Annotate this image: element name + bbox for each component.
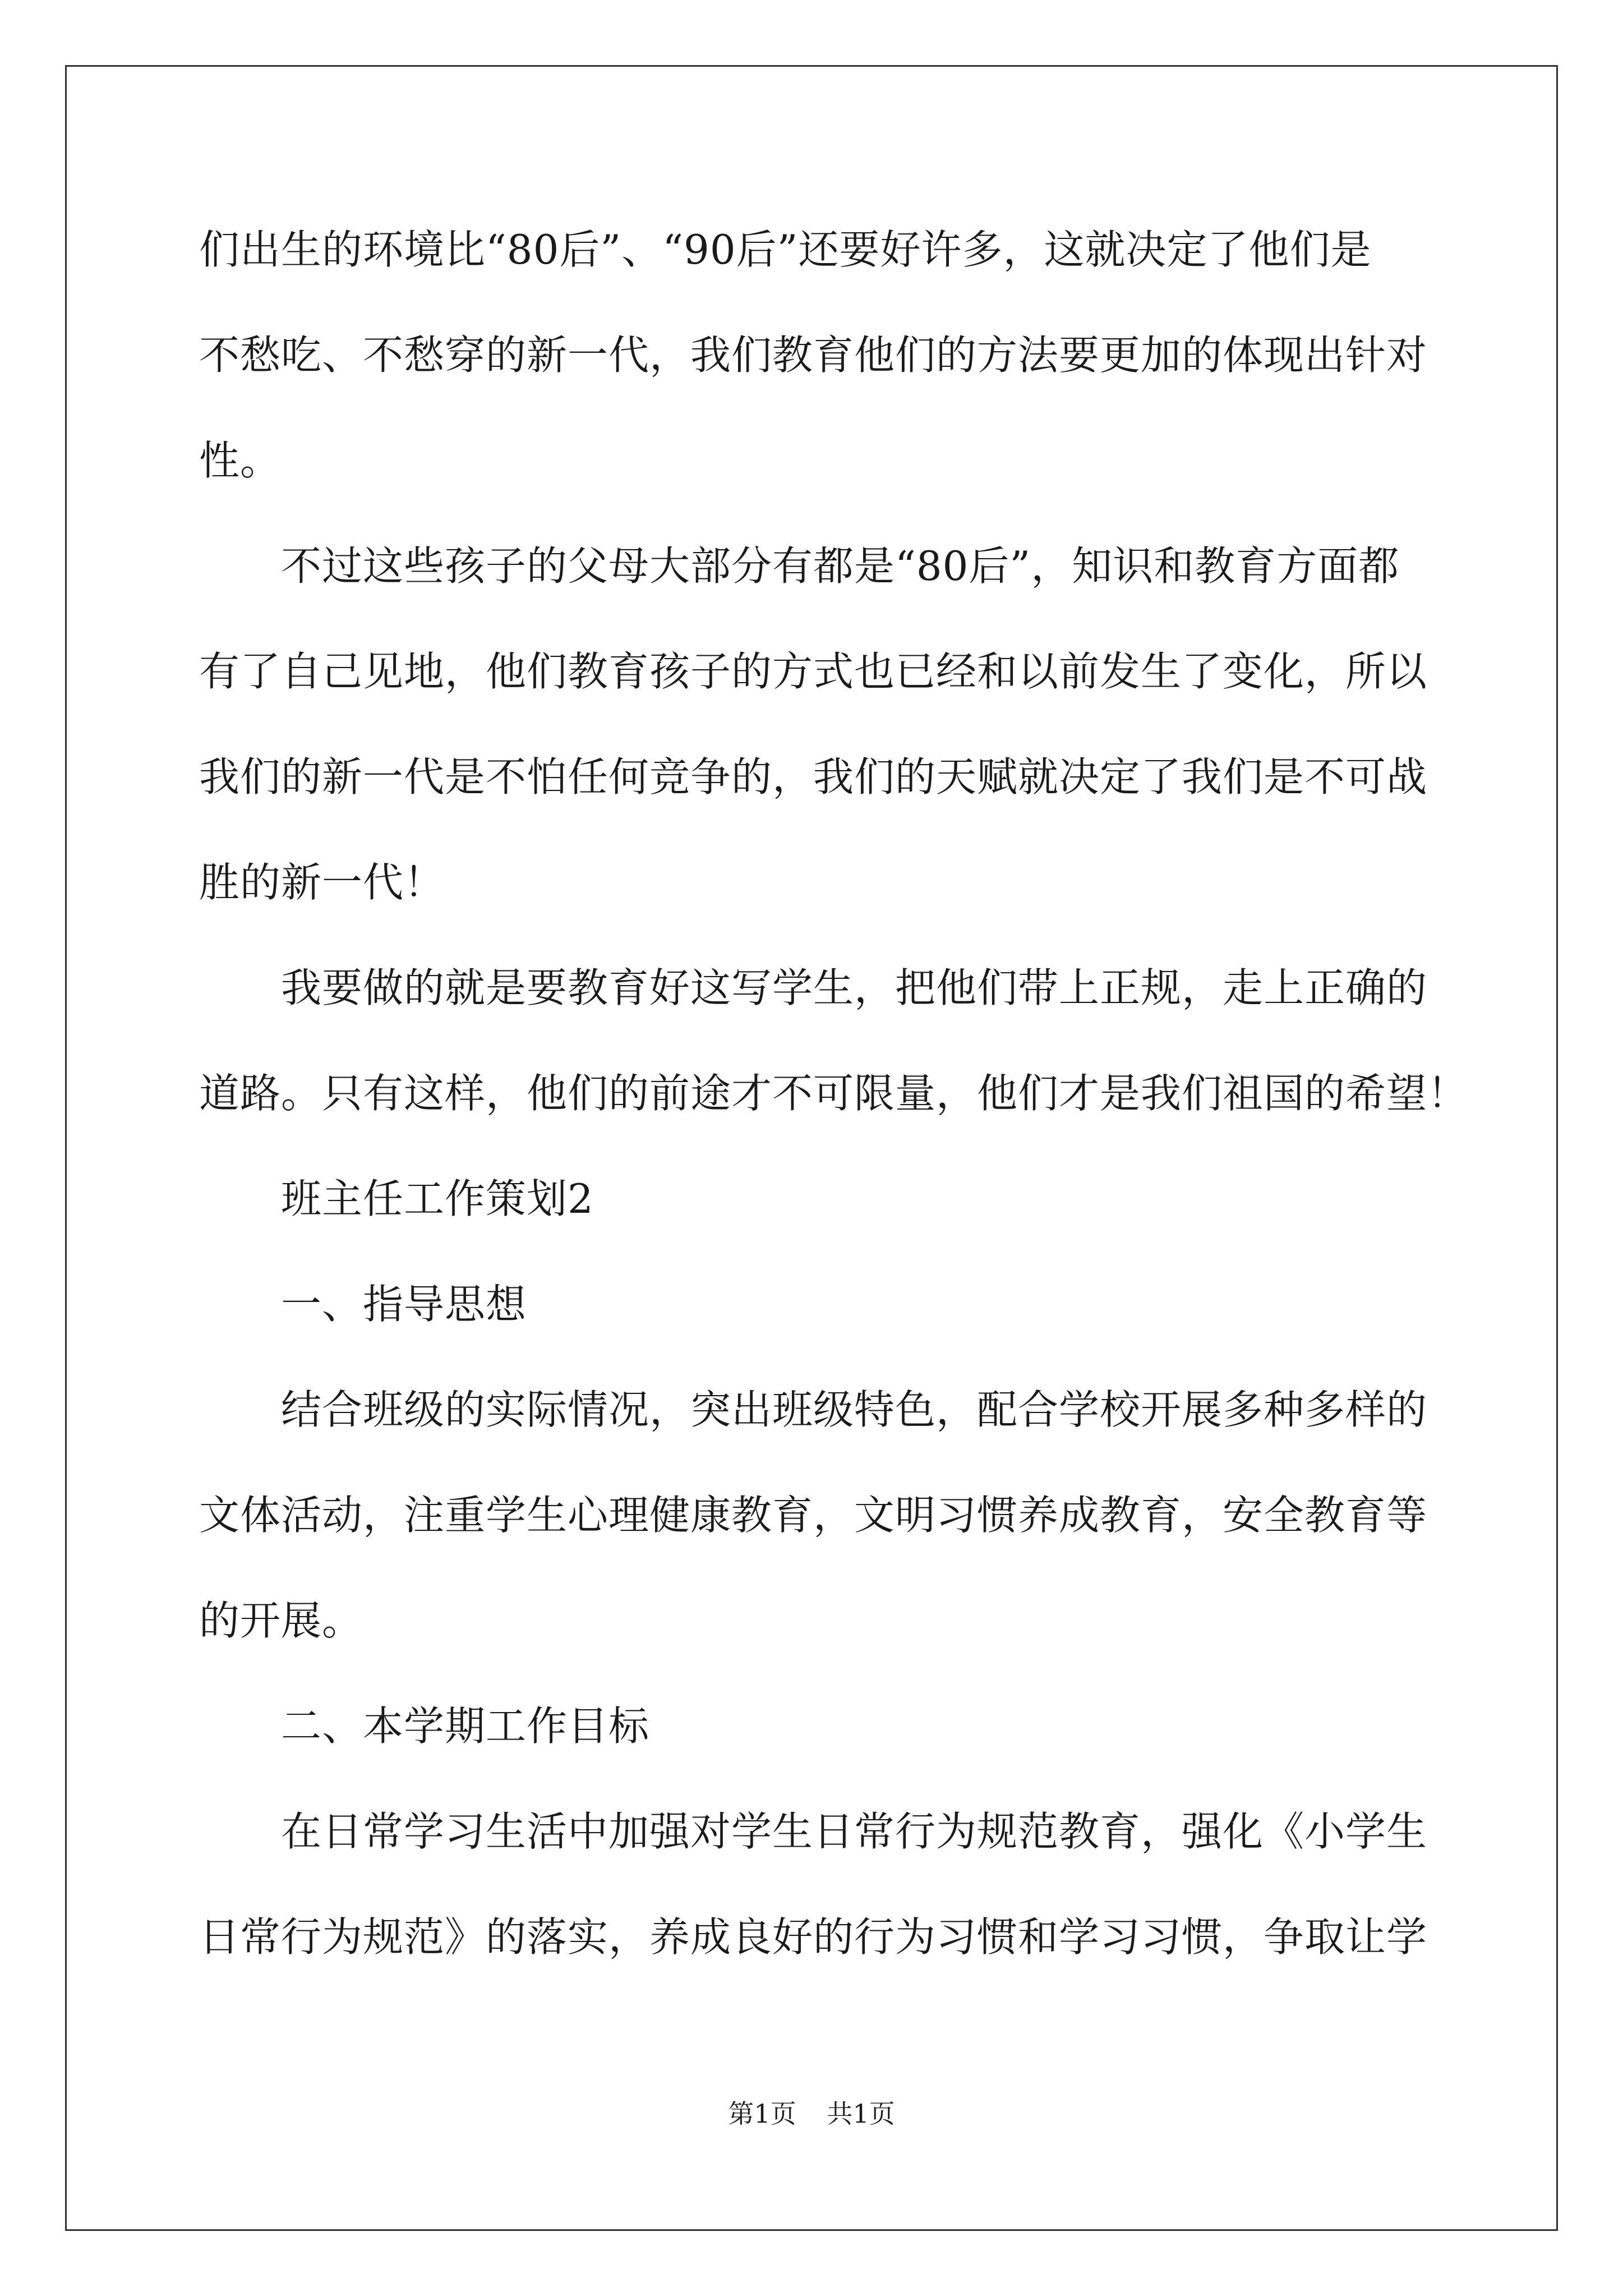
section-heading: 二、本学期工作目标 xyxy=(199,1703,650,1750)
section-heading: 班主任工作策划2 xyxy=(199,1175,594,1222)
text-line: 不愁吃、不愁穿的新一代，我们教育他们的方法要更加的体现出针对 xyxy=(199,332,1428,379)
text-line: 性。 xyxy=(199,437,282,484)
text-line: 在日常学习生活中加强对学生日常行为规范教育，强化《小学生 xyxy=(199,1808,1428,1855)
text-line: 结合班级的实际情况，突出班级特色，配合学校开展多种多样的 xyxy=(199,1386,1428,1433)
page-total: 共1页 xyxy=(827,2099,895,2129)
text-line: 们出生的环境比“80后”、“90后”还要好许多，这就决定了他们是 xyxy=(199,226,1372,273)
page-footer xyxy=(0,2097,1623,2131)
text-line: 胜的新一代！ xyxy=(199,859,445,906)
text-line: 的开展。 xyxy=(199,1597,363,1644)
text-line: 有了自己见地，他们教育孩子的方式也已经和以前发生了变化，所以 xyxy=(199,648,1428,695)
section-heading: 一、指导思想 xyxy=(199,1281,527,1328)
text-line: 文体活动，注重学生心理健康教育，文明习惯养成教育，安全教育等 xyxy=(199,1492,1428,1539)
text-line: 道路。只有这样，他们的前途才不可限量，他们才是我们祖国的希望！ xyxy=(199,1070,1469,1117)
page-border xyxy=(65,65,1558,2231)
page-number: 第1页 xyxy=(728,2099,796,2129)
text-line: 日常行为规范》的落实，养成良好的行为习惯和学习习惯，争取让学 xyxy=(199,1913,1428,1961)
text-line: 不过这些孩子的父母大部分有都是“80后”，知识和教育方面都 xyxy=(199,542,1400,590)
text-line: 我要做的就是要教育好这写学生，把他们带上正规，走上正确的 xyxy=(199,964,1428,1011)
text-line: 我们的新一代是不怕任何竞争的，我们的天赋就决定了我们是不可战 xyxy=(199,753,1428,800)
